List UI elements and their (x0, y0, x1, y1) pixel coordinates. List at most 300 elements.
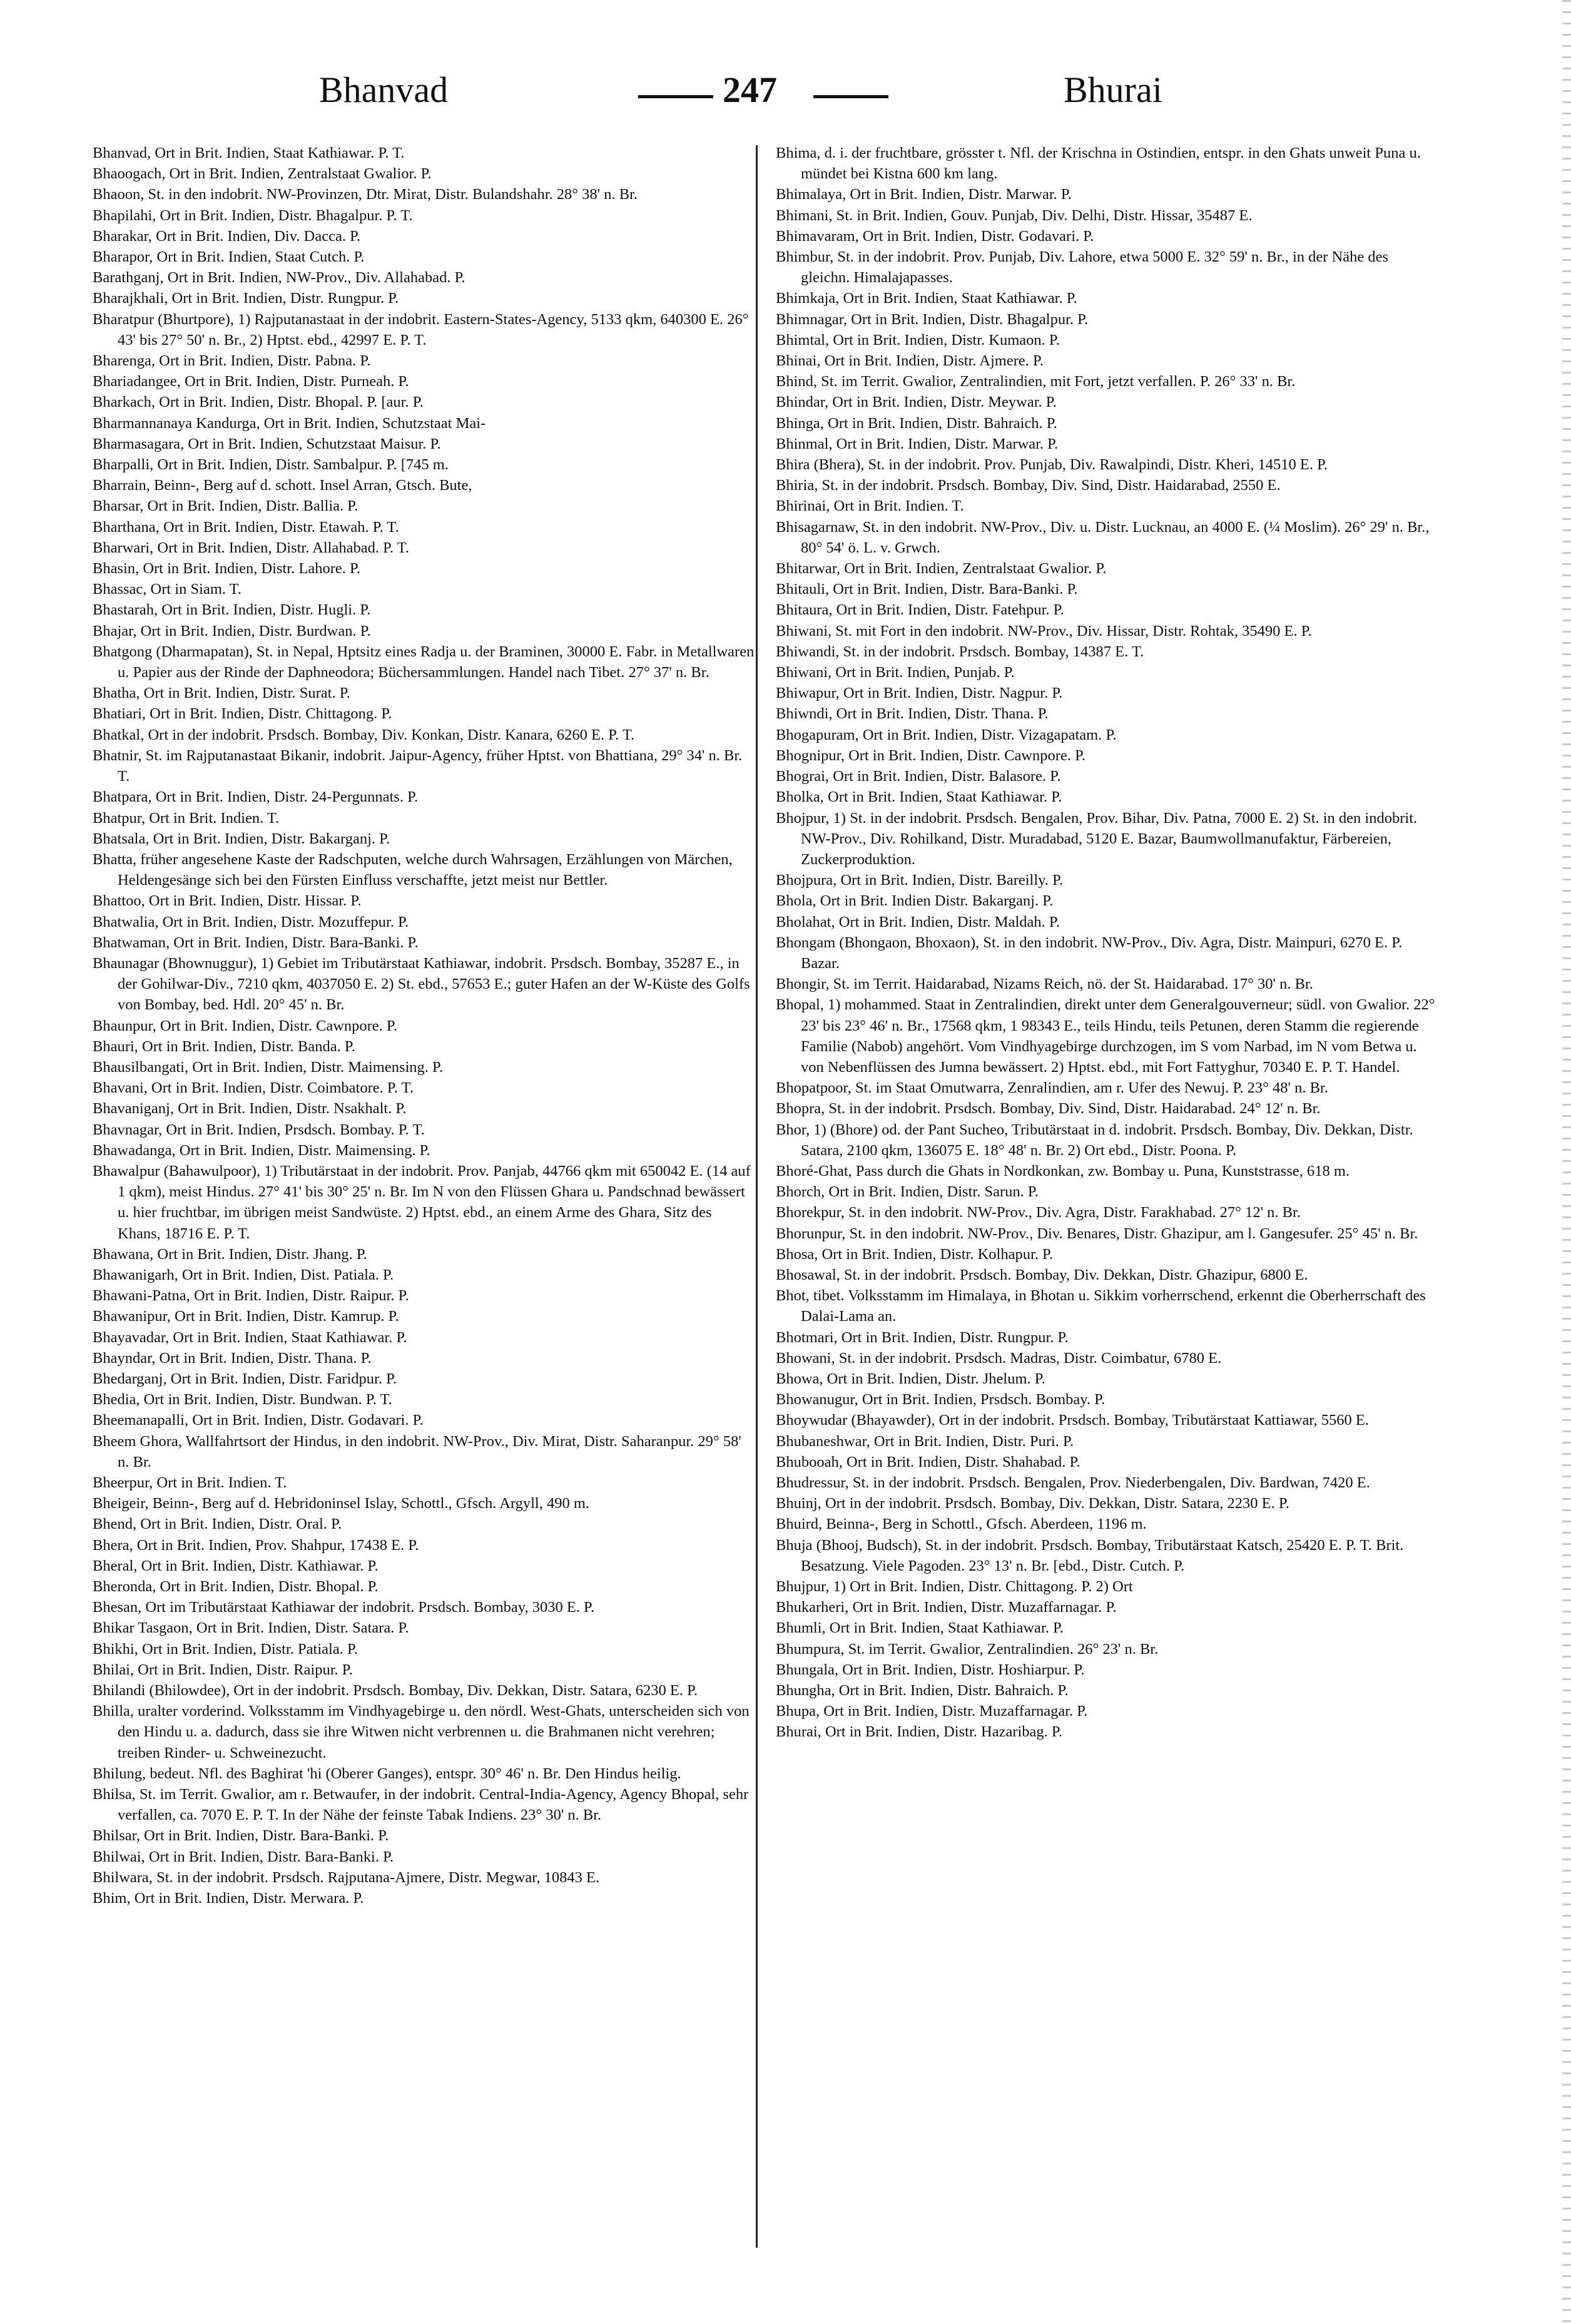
entry-text: Ort in Brit. Indien, Distr. Bakarganj. P. (149, 830, 390, 847)
entry-headword: Bharrain, (93, 477, 150, 494)
entry-headword: Bhaunagar (93, 954, 160, 972)
entry-text: Ort in Brit. Indien, Distr. Bhopal. P. (156, 1578, 379, 1596)
entry-headword: Bhuird, (776, 1516, 823, 1533)
entry-headword: Bhatkal, (93, 726, 145, 743)
entry-text: Ort in Brit. Indien, Distr. Surat. P. (140, 685, 350, 702)
entry-text: Ort in Brit. Indien, Dist. Patiala. P. (178, 1266, 394, 1283)
entry-headword: Bhesan, (93, 1599, 142, 1616)
dictionary-entry (93, 496, 756, 516)
dictionary-entry (776, 703, 1439, 724)
entry-headword: Bhavaniganj, (93, 1100, 174, 1118)
dictionary-entry (776, 787, 1439, 807)
entry-text: St. in der indobrit. Prov. Punjab, Div. Lahore, etwa 5000 E. 32° 59' n. Br., in der Nähe des gleichn. Himalajapasses. (801, 248, 1389, 287)
dictionary-entry (93, 1431, 756, 1472)
entry-headword: Bhayavadar, (93, 1328, 170, 1346)
dictionary-entry (93, 1514, 756, 1534)
entry-text: Ort in Brit. Indien, Distr. Chittagong. P. (146, 705, 392, 723)
entry-headword: Bhariadangee, (93, 373, 181, 390)
entry-text: Ort in Brit. Indien, Distr. Hugli. P. (158, 601, 371, 619)
entry-headword: Bhor, (776, 1121, 810, 1138)
entry-text: Ort in Brit. Indien, Staat Cutch. P. (153, 248, 365, 266)
entry-text: Ort in Brit. Indien, Staat Kathiawar. P. T. (151, 145, 405, 161)
right-running-head: Bhurai (1064, 69, 1162, 110)
entry-text: St. im Territ. Haidarabad, Nizams Reich, nö. der St. Haidarabad. 17° 30' n. Br. (829, 976, 1313, 993)
dictionary-entry (93, 1306, 756, 1327)
entry-text: Ort in Brit. Indien, Distr. Banda. P. (138, 1037, 355, 1055)
entry-headword: Bhikhi, (93, 1640, 138, 1658)
entry-text: Ort in Brit. Indien. T. (830, 497, 964, 515)
dictionary-entry (776, 870, 1439, 890)
entry-text: St. mit Fort in den indobrit. NW-Prov., Div. Hissar, Distr. Rohtak, 35490 E. P. (831, 622, 1312, 640)
entry-text: Ort in Brit. Indien, Distr. Maimensing. P. (188, 1058, 444, 1076)
dictionary-entry (93, 143, 756, 163)
entry-headword: Bhedarganj, (93, 1370, 167, 1387)
dictionary-entry (93, 1825, 756, 1846)
entry-text: Ort in Brit. Indien, Distr. Bareilly. P. (836, 872, 1064, 889)
dictionary-entry (93, 288, 756, 308)
dictionary-entry (776, 226, 1439, 247)
dictionary-entry (776, 413, 1439, 434)
entry-headword: Bhurai, (776, 1723, 821, 1741)
entry-text: Ort in Brit. Indien. T. (145, 809, 280, 827)
entry-headword: Bhawadanga, (93, 1141, 176, 1159)
entry-text: Ort in Brit. Indien, NW-Prov., Div. Allahabad. P. (163, 269, 465, 287)
left-column (93, 143, 756, 1909)
entry-headword: Bharwari, (93, 539, 154, 556)
entry-text: St. in der indobrit. Prsdsch. Bombay, Div. Sind, Distr. Haidarabad, 2550 E. (818, 477, 1281, 494)
entry-headword: Bhosawal, (776, 1266, 840, 1283)
dictionary-entry (93, 413, 756, 434)
dictionary-entry (776, 1431, 1439, 1452)
entry-text: Ort in Brit. Indien, Distr. Muzaffarnagar. P. (820, 1703, 1088, 1720)
entry-headword: Bhudressur, (776, 1474, 849, 1491)
dictionary-entry (93, 683, 756, 703)
dictionary-entry (93, 890, 756, 911)
dictionary-entry (93, 1472, 756, 1493)
dictionary-entry (93, 579, 756, 599)
dictionary-entry (776, 1223, 1439, 1244)
entry-text: Ort in Brit. Indien, Distr. Thana. P. (832, 705, 1049, 723)
entry-text: (Bhongaon, Bhoxaon), St. in den indobrit. NW-Prov., Div. Agra, Distr. Mainpuri, 6270 E. P. Bazar. (801, 934, 1403, 972)
entry-headword: Bholka, (776, 788, 824, 806)
entry-text: St. im Territ. Gwalior, Zentralindien, mit Fort, jetzt verfallen. P. 26° 33' n. Br. (817, 373, 1296, 390)
entry-text: (Bahawulpoor), 1) Tributärstaat in der indobrit. Prov. Panjab, 44766 qkm mit 650042 E. (14 auf 1 qkm), meist Hindus. 27° 41' bis 30° 25' n. Br. Im N von den Flüssen Ghara u. Pandschnad bewässert u. hier fruchtbar, im übrigen meist Sandwüste. 2) Hptst. ebd., an einem Arme des Ghara, Sitz des Khans, 18716 E. P. T. (118, 1162, 751, 1242)
entry-text: Ort in Brit. Indien, Distr. Satara. P. (192, 1619, 409, 1637)
entry-text: Pass durch die Ghats in Nordkonkan, zw. Bombay u. Puna, Kunststrasse, 618 m. (852, 1162, 1350, 1180)
entry-headword: Bhimalaya, (776, 186, 847, 203)
entry-text: Ort in Brit. Indien, Distr. Thana. P. (155, 1349, 372, 1367)
dictionary-entry (93, 912, 756, 932)
entry-headword: Bhatgong (93, 643, 153, 660)
entry-text: Ort in Brit. Indien, Distr. Balasore. P. (829, 768, 1061, 785)
dictionary-entry (93, 1327, 756, 1348)
entry-text: 1) mohammed. Staat in Zentralindien, direkt unter dem Generalgouverneur; südl. von Gwalior. 22° 23' bis 23° 46' n. Br., 17568 qkm, 1 98343 E., teils Hindu, teils Petunen, deren Stamm die regierende Familie (Nabob) angehört. Vom Vindhyagebirge durchzogen, im S vom Narbad, im N vom Betwa u. von Nebenflüssen des Jumna bewässert. 2) Hptst. ebd., mit Fort Fattyghur, 70340 E. P. T. Handel. (801, 996, 1435, 1076)
entry-headword: Bharapor, (93, 248, 153, 266)
dictionary-entry (93, 1888, 756, 1909)
entry-headword: Bhupa, (776, 1703, 820, 1720)
entry-headword: Bhatsala, (93, 830, 150, 847)
entry-text: St. in der indobrit. Prsdsch. Rajputana-Ajmere, Distr. Megwar, 10843 E. (152, 1868, 600, 1886)
entry-text: Ort in Siam. T. (146, 581, 241, 598)
entry-text: Ort in Brit. Indien, Distr. Pabna. P. (155, 352, 371, 370)
entry-headword: Bhim, (93, 1890, 131, 1907)
entry-headword: Bharenga, (93, 352, 155, 370)
entry-text: Ort in Brit. Indien, Distr. Rungpur. P. (168, 290, 399, 307)
entry-headword: Bhawalpur (93, 1162, 160, 1180)
dictionary-entry (93, 1493, 756, 1514)
dictionary-entry (93, 247, 756, 267)
dictionary-entry (776, 309, 1439, 330)
entry-headword: Bheem Ghora, (93, 1432, 182, 1450)
entry-headword: Bhaunpur, (93, 1017, 156, 1034)
entry-headword: Bhongir, (776, 976, 830, 993)
entry-text: Ort in Brit. Indien, Div. Dacca. P. (151, 227, 361, 245)
dictionary-entry (776, 974, 1439, 994)
entry-headword: Bhiria, (776, 477, 818, 494)
entry-headword: Bhimbur, (776, 248, 834, 266)
entry-headword: Bhanvad, (93, 145, 151, 161)
entry-text: Ort in Brit. Indien, Distr. Patiala. P. (138, 1640, 358, 1658)
entry-text: Ort in Brit. Indien, Distr. Bahraich. P. (835, 1682, 1069, 1700)
dictionary-entry (776, 1514, 1439, 1534)
dictionary-entry (93, 1659, 756, 1680)
entry-headword: Bhausilbangati, (93, 1058, 189, 1076)
entry-text: Ort in Brit. Indien, Distr. Marwar. P. (832, 435, 1059, 452)
entry-text: d. i. der fruchtbare, grösster t. Nfl. der Krischna in Ostindien, entspr. in den Ghats unweit Puna u. mündet bei Kistna 600 km lang. (801, 145, 1421, 183)
page-header (88, 69, 1508, 119)
entry-text: Ort in Brit. Indien, Prov. Shahpur, 17438 E. P. (133, 1536, 419, 1554)
dictionary-entry (776, 1389, 1439, 1410)
dictionary-entry (776, 1659, 1439, 1680)
entry-headword: Bhiwapur, (776, 685, 840, 702)
entry-headword: Bhungha, (776, 1682, 835, 1700)
entry-headword: Bhopra, (776, 1100, 825, 1118)
entry-text: Ort in Brit. Indien, Distr. Kathiawar. P. (137, 1557, 379, 1574)
dictionary-entry (93, 226, 756, 247)
entry-headword: Bhot, (776, 1287, 810, 1305)
entry-text: Ort in Brit. Indien, Distr. Faridpur. P. (166, 1370, 397, 1387)
dictionary-entry (93, 745, 756, 787)
header-rule-left (638, 95, 713, 98)
entry-headword: Bhisagarnaw, (776, 518, 859, 536)
entry-headword: Bhitarwar, (776, 560, 841, 578)
dictionary-entry (93, 558, 756, 579)
entry-headword: Bhaoogach, (93, 165, 166, 183)
dictionary-entry (776, 1098, 1439, 1119)
entry-text: Ort in Brit. Indien, Distr. Godavari. P. (188, 1412, 424, 1429)
dictionary-entry (93, 1078, 756, 1098)
entry-text: Ort in Brit. Indien, Distr. Meywar. P. (828, 394, 1057, 411)
entry-headword: Bhimnagar, (776, 310, 848, 328)
entry-text: St. in der indobrit. Prsdsch. Madras, Distr. Coimbatur, 6780 E. (835, 1349, 1222, 1367)
entry-headword: Bhowa, (776, 1370, 823, 1387)
entry-text: Ort in Brit. Indien, Distr. Bhagalpur. P. T. (156, 206, 413, 224)
entry-text: Ort in Brit. Indien, Distr. Muzaffarnagar. P. (848, 1599, 1117, 1616)
dictionary-entry (93, 932, 756, 953)
entry-headword: Bhindar, (776, 394, 829, 411)
entry-headword: Bhaoon, (93, 186, 145, 203)
dictionary-entry (776, 579, 1439, 599)
dictionary-entry (93, 475, 756, 496)
entry-headword: Bhimtal, (776, 331, 830, 349)
entry-text: tibet. Volksstamm im Himalaya, in Bhotan u. Sikkim vorherrschend, erkennt die Oberherrschaft des Dalai-Lama an. (801, 1287, 1426, 1325)
page-number: 247 (723, 69, 777, 110)
dictionary-entry (776, 1597, 1439, 1618)
entry-text: Ort in Brit. Indien, Distr. Purneah. P. (180, 373, 409, 390)
entry-text: Ort in der indobrit. Prsdsch. Bombay, Div. Dekkan, Distr. Satara, 2230 E. P. (821, 1495, 1289, 1512)
entry-headword: Bheronda, (93, 1578, 156, 1596)
entry-headword: Bhopal, (776, 996, 824, 1014)
entry-headword: Bhosa, (776, 1245, 818, 1263)
dictionary-entry (93, 1867, 756, 1888)
dictionary-entry (93, 1576, 756, 1597)
page-edge-margin (1562, 0, 1571, 2324)
entry-headword: Bhongam (776, 934, 836, 951)
dictionary-entry (776, 1701, 1439, 1721)
entry-headword: Bheemanapalli, (93, 1412, 189, 1429)
dictionary-entry (776, 1618, 1439, 1638)
entry-headword: Bharsar, (93, 497, 144, 515)
dictionary-entry (93, 1368, 756, 1389)
entry-headword: Bhauri, (93, 1037, 138, 1055)
entry-headword: Bhiwndi, (776, 705, 833, 723)
dictionary-entry (776, 475, 1439, 496)
entry-text: Ort in Brit. Indien, Distr. Nagpur. P. (839, 685, 1063, 702)
dictionary-entry (93, 1244, 756, 1265)
entry-headword: Bhukarheri, (776, 1599, 849, 1616)
entry-text: 1) Ort in Brit. Indien, Distr. Chittagong. P. 2) Ort (829, 1578, 1133, 1596)
entry-headword: Bhatpur, (93, 809, 146, 827)
dictionary-entry (776, 371, 1439, 392)
dictionary-entry (93, 641, 756, 683)
entry-headword: Bhumli, (776, 1619, 826, 1637)
dictionary-entry (776, 350, 1439, 371)
dictionary-entry (93, 1265, 756, 1285)
entry-text: St. im Territ. Gwalior, Zentralindien. 26° 23' n. Br. (844, 1640, 1159, 1658)
entry-text: Ort in Brit. Indien, Distr. Bahraich. P. (823, 414, 1057, 432)
entry-headword: Bhinmal, (776, 435, 833, 452)
entry-text: Ort in Brit. Indien Distr. Bakarganj. P. (816, 892, 1054, 910)
entry-text: Beinn-, Berg auf d. Hebridoninsel Islay, Schottl., Gfsch. Argyll, 490 m. (148, 1495, 590, 1512)
dictionary-entry (93, 828, 756, 849)
entry-text: Beinn-, Berg auf d. schott. Insel Arran, Gtsch. Bute, (150, 477, 472, 494)
entry-text: St. in der indobrit. Prsdsch. Bombay, Div. Sind, Distr. Haidarabad. 24° 12' n. Br. (825, 1100, 1321, 1118)
header-rule-right (813, 95, 888, 98)
entry-text: Ort in Brit. Indien, Staat Kathiawar. P. (825, 1619, 1064, 1637)
column-divider (756, 145, 758, 2248)
entry-headword: Bhojpura, (776, 872, 837, 889)
entry-text: Ort in Brit. Indien, Distr. Kamrup. P. (170, 1308, 399, 1325)
entry-text: St. in den indobrit. NW-Prov., Div. Agra, Distr. Farakhabad. 27° 12' n. Br. (844, 1204, 1301, 1221)
entry-headword: Bharatpur (93, 310, 154, 328)
dictionary-entry (93, 350, 756, 371)
entry-headword: Barathganj, (93, 269, 164, 287)
entry-text: Ort in Brit. Indien, Distr. Bhagalpur. P. (847, 310, 1089, 328)
entry-text: Ort in Brit. Indien, Distr. Bara-Banki. P. (140, 1827, 389, 1845)
entry-headword: Bhira (776, 456, 810, 474)
entry-text: St. im Rajputanastaat Bikanir, indobrit. Jaipur-Agency, früher Hptst. von Bhattiana, 29° 34' n. Br. T. (118, 747, 743, 785)
dictionary-entry (776, 392, 1439, 412)
dictionary-entry (776, 205, 1439, 226)
entry-text: Ort in Brit. Indien, Distr. Kumaon. P. (829, 331, 1060, 349)
dictionary-entry (776, 496, 1439, 516)
entry-text: Ort in Brit. Indien, Distr. Maldah. P. (835, 913, 1060, 930)
entry-headword: Bhubaneshwar, (776, 1432, 870, 1450)
dictionary-entry (776, 1078, 1439, 1098)
entry-headword: Bhilai, (93, 1661, 135, 1678)
dictionary-entry (776, 1161, 1439, 1181)
entry-text: Ort in Brit. Indien, Distr. Vizagapatam. P. (858, 726, 1117, 743)
entry-text: Ort im Tributärstaat Kathiawar der indobrit. Prsdsch. Bombay, 3030 E. P. (141, 1599, 595, 1616)
dictionary-entry (776, 808, 1439, 870)
entry-headword: Bhatnir, (93, 747, 142, 764)
entry-text: Ort in Brit. Indien, Distr. Bara-Banki. P. (829, 581, 1078, 598)
entry-headword: Bhend, (93, 1516, 137, 1533)
entry-text: Ort in Brit. Indien, Distr. Raipur. P. (190, 1287, 409, 1305)
entry-headword: Bholahat, (776, 913, 835, 930)
entry-headword: Bhayndar, (93, 1349, 156, 1367)
entry-text: Ort in Brit. Indien, Distr. Mozuffepur. P. (158, 913, 409, 930)
dictionary-entry (776, 517, 1439, 558)
entry-text: Ort in Brit. Indien, Staat Kathiawar. P. (823, 788, 1062, 806)
entry-text: Ort in Brit. Indien, Distr. Ajmere. P. (820, 352, 1044, 370)
entry-headword: Bhirinai, (776, 497, 830, 515)
entry-headword: Bhilsar, (93, 1827, 140, 1845)
dictionary-entry (776, 1472, 1439, 1493)
entry-headword: Bhojpur, (776, 809, 830, 827)
entry-headword: Bhatwaman, (93, 934, 170, 951)
entry-text: uralter vorderind. Volksstamm im Vindhyagebirge u. den nördl. West-Ghats, unterscheiden sich von den Hindu u. a. dadurch, dass sie ihre Witwen nicht verbrennen u. die Brahmanen nicht verehren; treiben Rinder- u. Schweinezucht. (118, 1703, 750, 1761)
entry-text: Ort in Brit. Indien, Prsdsch. Bombay. P. T. (162, 1121, 425, 1138)
dictionary-entry (93, 787, 756, 807)
entry-headword: Bhorunpur, (776, 1225, 846, 1242)
dictionary-entry (93, 1036, 756, 1057)
entry-headword: Bheerpur, (93, 1474, 153, 1491)
dictionary-entry (776, 1348, 1439, 1368)
entry-headword: Bhilwara, (93, 1868, 153, 1886)
entry-text: St. in der indobrit. Prsdsch. Bengalen, Prov. Niederbengalen, Div. Bardwan, 7420 E. (848, 1474, 1370, 1491)
entry-text: Ort in Brit. Indien, Distr. Nsakhalt. P. (173, 1100, 407, 1118)
entry-headword: Bhinga, (776, 414, 824, 432)
dictionary-entry (776, 1493, 1439, 1514)
dictionary-entry (776, 745, 1439, 766)
entry-text: früher angesehene Kaste der Radschputen, welche durch Wahrsagen, Erzählungen von Märchen, Heldengesänge sich bei den Fürsten Einfluss verschaffte, jetzt meist nur Bettler. (118, 850, 733, 889)
entry-text: Ort in Brit. Indien, Distr. Bundwan. P. T. (140, 1391, 392, 1409)
entry-text: Ort in Brit. Indien, Zentralstaat Gwalior. P. (165, 165, 432, 183)
dictionary-entry (93, 517, 756, 538)
dictionary-entry (776, 288, 1439, 308)
entry-headword: Bhedia, (93, 1391, 140, 1409)
dictionary-entry (93, 1556, 756, 1576)
dictionary-entry (93, 371, 756, 392)
entry-headword: Bhopatpoor, (776, 1079, 852, 1097)
dictionary-entry (93, 454, 756, 475)
entry-text: Ort in Brit. Indien, Distr. Jhang. P. (153, 1245, 367, 1263)
dictionary-entry (93, 1348, 756, 1368)
entry-headword: Bhinai, (776, 352, 821, 370)
dictionary-entry (776, 1680, 1439, 1701)
entry-text: Ort in Brit. Indien, Distr. Cawnpore. P. (156, 1017, 397, 1034)
entry-headword: Bhitauli, (776, 581, 830, 598)
entry-headword: Bhilung, (93, 1765, 146, 1782)
entry-text: Beinna-, Berg in Schottl., Gfsch. Aberdeen, 1196 m. (822, 1516, 1147, 1533)
entry-text: Ort in Brit. Indien, Distr. Raipur. P. (134, 1661, 353, 1678)
dictionary-entry (776, 1202, 1439, 1223)
entry-text: Ort in Brit. Indien, Staat Kathiawar. P. (839, 290, 1077, 307)
entry-text: St. in den indobrit. NW-Prov., Div. u. Distr. Lucknau, an 4000 E. (¼ Moslim). 26° 29' n. Br., 80° 54' ö. L. v. Grwch. (801, 518, 1430, 556)
entry-headword: Bhungala, (776, 1661, 839, 1678)
entry-text: St. in der indobrit. Prsdsch. Bombay, 14387 E. T. (839, 643, 1144, 660)
dictionary-entry (776, 1639, 1439, 1659)
dictionary-entry (93, 1285, 756, 1306)
entry-headword: Bharmasagara, (93, 435, 185, 452)
entry-headword: Bharkach, (93, 394, 155, 411)
entry-text: Ort in Brit. Indien, Distr. Cawnpore. P. (844, 747, 1086, 764)
entry-headword: Bheigeir, (93, 1495, 149, 1512)
dictionary-entry (776, 143, 1439, 184)
left-running-head: Bhanvad (319, 69, 449, 110)
entry-text: Ort in Brit. Indien, Distr. Bara-Banki. P. (145, 1848, 394, 1865)
entry-text: Ort in Brit. Indien, Distr. Etawah. P. T. (159, 518, 399, 536)
dictionary-entry (93, 309, 756, 350)
dictionary-entry (776, 1535, 1439, 1576)
dictionary-entry (93, 1639, 756, 1659)
entry-headword: Bhilsa, (93, 1786, 136, 1803)
entry-headword: Bhasin, (93, 560, 140, 578)
entry-text: Ort in Brit. Indien, Distr. Godavari. P. (858, 227, 1094, 245)
entry-text: (Bhooj, Budsch), St. in der indobrit. Prsdsch. Bombay, Tributärstaat Katsch, 25420 E. P. T. Brit. Besatzung. Viele Pagoden. 23° 13' n. Br. [ebd., Distr. Cutch. P. (801, 1536, 1404, 1574)
entry-headword: Bhatha, (93, 685, 140, 702)
entry-text: St. im Territ. Gwalior, am r. Betwaufer, in der indobrit. Central-India-Agency, Agency Bhopal, sehr verfallen, ca. 7070 E. P. T. In der Nähe der feinste Tabak Indiens. 23° 30' n. Br. (118, 1786, 749, 1824)
dictionary-entry (776, 766, 1439, 787)
dictionary-entry (93, 1057, 756, 1078)
dictionary-entry (93, 1597, 756, 1618)
entry-headword: Bharpalli, (93, 456, 154, 474)
entry-text: Ort in Brit. Indien, Distr. Bhopal. P. [aur. P. (155, 394, 424, 411)
entry-text: Ort in Brit. Indien, Distr. Coimbatore. P. T. (147, 1079, 414, 1097)
entry-text: Ort in Brit. Indien, Distr. Fatehpur. P. (832, 601, 1064, 619)
entry-headword: Bhind, (776, 373, 818, 390)
entry-text: Ort in Brit. Indien, Zentralstaat Gwalior. P. (840, 560, 1107, 578)
dictionary-entry (93, 1701, 756, 1763)
entry-text: (Bhera), St. in der indobrit. Prov. Punjab, Div. Rawalpindi, Distr. Kheri, 14510 E. P. (810, 456, 1328, 474)
entry-text: Ort in Brit. Indien, Distr. Jhelum. P. (823, 1370, 1045, 1387)
dictionary-entry (776, 247, 1439, 288)
entry-headword: Bheral, (93, 1557, 138, 1574)
entry-text: Ort in der indobrit. Prsdsch. Bombay, Div. Konkan, Distr. Kanara, 6260 E. P. T. (144, 726, 635, 743)
dictionary-entry (93, 538, 756, 558)
dictionary-entry (93, 1119, 756, 1140)
dictionary-entry (776, 890, 1439, 911)
entry-text: Ort in Brit. Indien, Staat Kathiawar. P. (169, 1328, 407, 1346)
entry-text: St. in der indobrit. Prsdsch. Bombay, Div. Dekkan, Distr. Ghazipur, 6800 E. (840, 1266, 1308, 1283)
entry-headword: Bhilwai, (93, 1848, 145, 1865)
entry-text: (Dharmapatan), St. in Nepal, Hptsitz eines Radja u. der Braminen, 30000 E. Fabr. in Metallwaren u. Papier aus der Rinde der Daphneodora; Büchersammlungen. Handel nach Tibet. 27° 37' n. Br. (118, 643, 755, 681)
entry-headword: Bhimkaja, (776, 290, 840, 307)
entry-text: 1) St. in der indobrit. Prsdsch. Bengalen, Prov. Bihar, Div. Patna, 7000 E. 2) St. in den indobrit. NW-Prov., Div. Rohilkand, Distr. Muradabad, 5120 E. Bazar, Baumwollmanufaktur, Färbereien, Zuckerproduktion. (801, 809, 1418, 868)
entry-text: St. in den indobrit. NW-Prov., Div. Benares, Distr. Ghazipur, am l. Gangesufer. 25° 45' n. Br. (845, 1225, 1418, 1242)
entry-headword: Bhoywudar (776, 1412, 848, 1429)
entry-text: Ort in Brit. Indien, Distr. Rungpur. P. (837, 1328, 1069, 1346)
dictionary-entry (93, 1784, 756, 1825)
dictionary-entry (776, 662, 1439, 683)
dictionary-entry (776, 621, 1439, 641)
dictionary-entry (93, 1618, 756, 1638)
dictionary-entry (93, 1161, 756, 1244)
entry-text: Ort in Brit. Indien, Distr. Hazaribag. P. (821, 1723, 1062, 1741)
entry-headword: Bhola, (776, 892, 816, 910)
dictionary-entry (776, 184, 1439, 205)
